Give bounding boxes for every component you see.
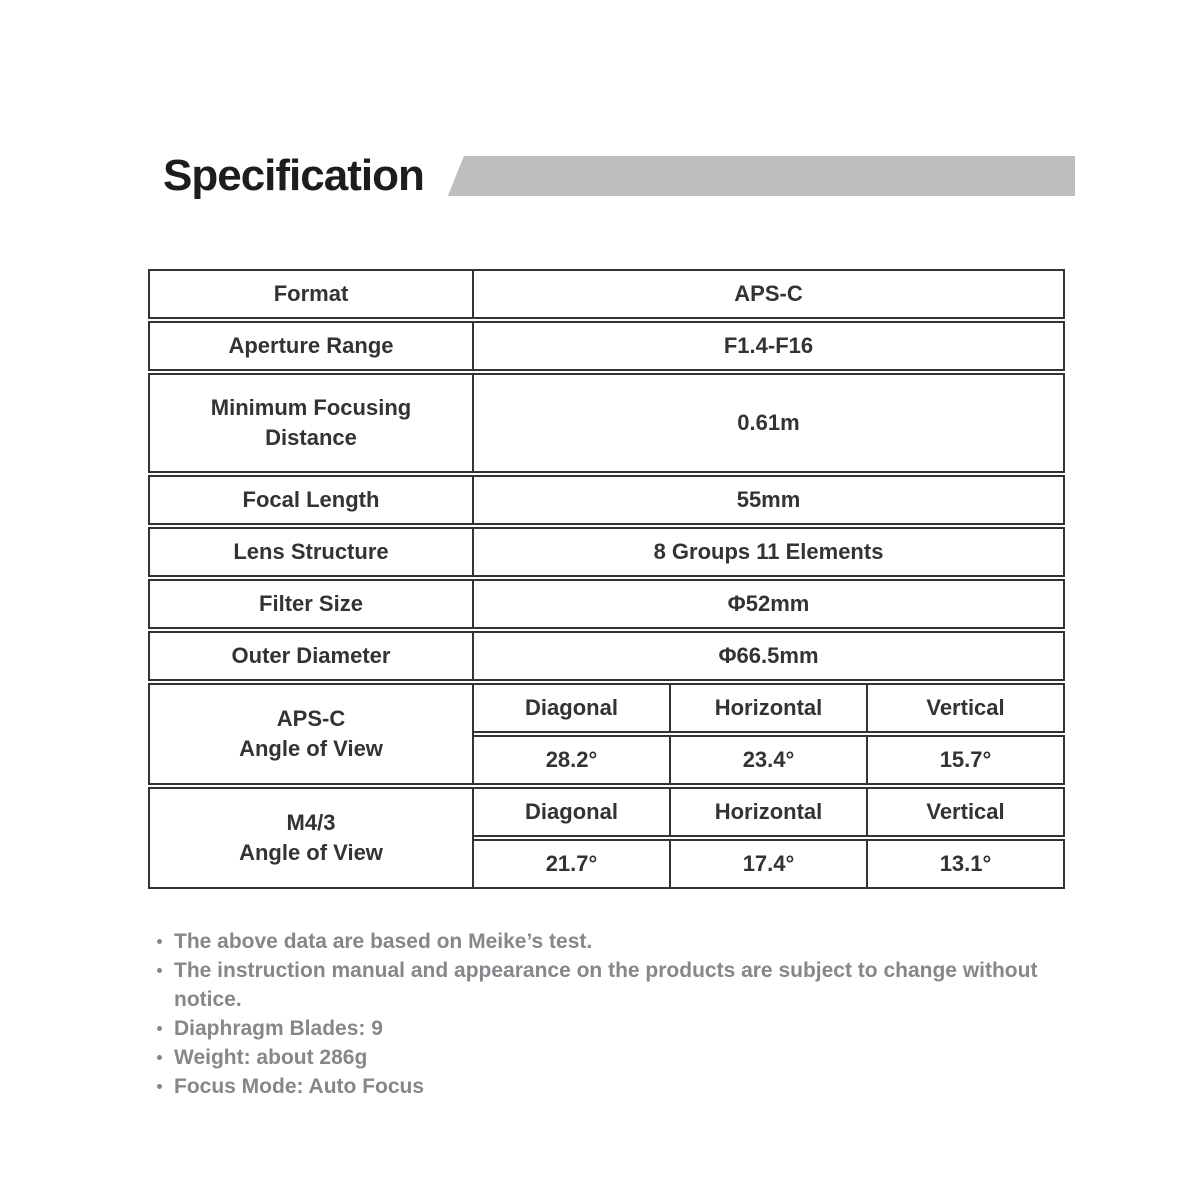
spec-row-minimum-focusing-distance (148, 373, 1065, 473)
spec-label: Aperture Range (148, 321, 474, 371)
notes-list (155, 927, 1200, 1101)
angle-block-apsc-header-row (148, 683, 1065, 733)
angle-value-diagonal: 28.2° (474, 735, 671, 785)
bullet-icon (157, 1055, 162, 1060)
header (163, 150, 1075, 202)
angle-header-vertical: Vertical (868, 787, 1065, 837)
angle-block-apsc-label (148, 683, 474, 785)
note-text: The instruction manual and appearance on the products are subject to change without notice. (174, 959, 1038, 1011)
spec-value: 8 Groups 11 Elements (474, 527, 1065, 577)
spec-label: Format (148, 269, 474, 319)
spec-value: 55mm (474, 475, 1065, 525)
note-item (155, 1043, 1065, 1072)
angle-header-horizontal: Horizontal (671, 683, 868, 733)
spec-label: Outer Diameter (148, 631, 474, 681)
angle-header-vertical: Vertical (868, 683, 1065, 733)
angle-block-subtitle: Angle of View (239, 840, 383, 865)
title-banner-parallelogram (448, 156, 1075, 196)
angle-value-horizontal: 23.4° (671, 735, 868, 785)
angle-block-subtitle: Angle of View (239, 736, 383, 761)
spec-row-filter-size (148, 579, 1065, 629)
note-item (155, 1014, 1065, 1043)
angle-header-horizontal: Horizontal (671, 787, 868, 837)
spec-label: Focal Length (148, 475, 474, 525)
spec-value: Φ66.5mm (474, 631, 1065, 681)
bullet-icon (157, 939, 162, 944)
angle-header-diagonal: Diagonal (474, 683, 671, 733)
spec-row-format (148, 269, 1065, 319)
angle-value-diagonal: 21.7° (474, 839, 671, 889)
note-item (155, 927, 1065, 956)
note-text: The above data are based on Meike’s test. (174, 930, 593, 953)
angle-value-horizontal: 17.4° (671, 839, 868, 889)
note-item (155, 1072, 1065, 1101)
spec-value: APS-C (474, 269, 1065, 319)
spec-row-outer-diameter (148, 631, 1065, 681)
spec-table (148, 267, 1065, 891)
angle-value-vertical: 15.7° (868, 735, 1065, 785)
note-text: Diaphragm Blades: 9 (174, 1017, 383, 1040)
note-item (155, 956, 1065, 1014)
spec-value: F1.4-F16 (474, 321, 1065, 371)
note-text: Focus Mode: Auto Focus (174, 1075, 425, 1098)
angle-header-diagonal: Diagonal (474, 787, 671, 837)
bullet-icon (157, 968, 162, 973)
spec-row-focal-length (148, 475, 1065, 525)
spec-value: 0.61m (474, 373, 1065, 473)
angle-block-m43-label (148, 787, 474, 889)
spec-label: Minimum Focusing Distance (148, 373, 474, 473)
spec-row-lens-structure (148, 527, 1065, 577)
note-text: Weight: about 286g (174, 1046, 368, 1069)
page-title: Specification (163, 151, 424, 200)
angle-block-title: APS-C (276, 706, 346, 732)
spec-value: Φ52mm (474, 579, 1065, 629)
angle-block-m43-header-row (148, 787, 1065, 837)
bullet-icon (157, 1084, 162, 1089)
spec-row-aperture-range (148, 321, 1065, 371)
bullet-icon (157, 1026, 162, 1031)
angle-block-title: M4/3 (286, 810, 336, 836)
spec-label: Lens Structure (148, 527, 474, 577)
angle-value-vertical: 13.1° (868, 839, 1065, 889)
spec-label: Filter Size (148, 579, 474, 629)
